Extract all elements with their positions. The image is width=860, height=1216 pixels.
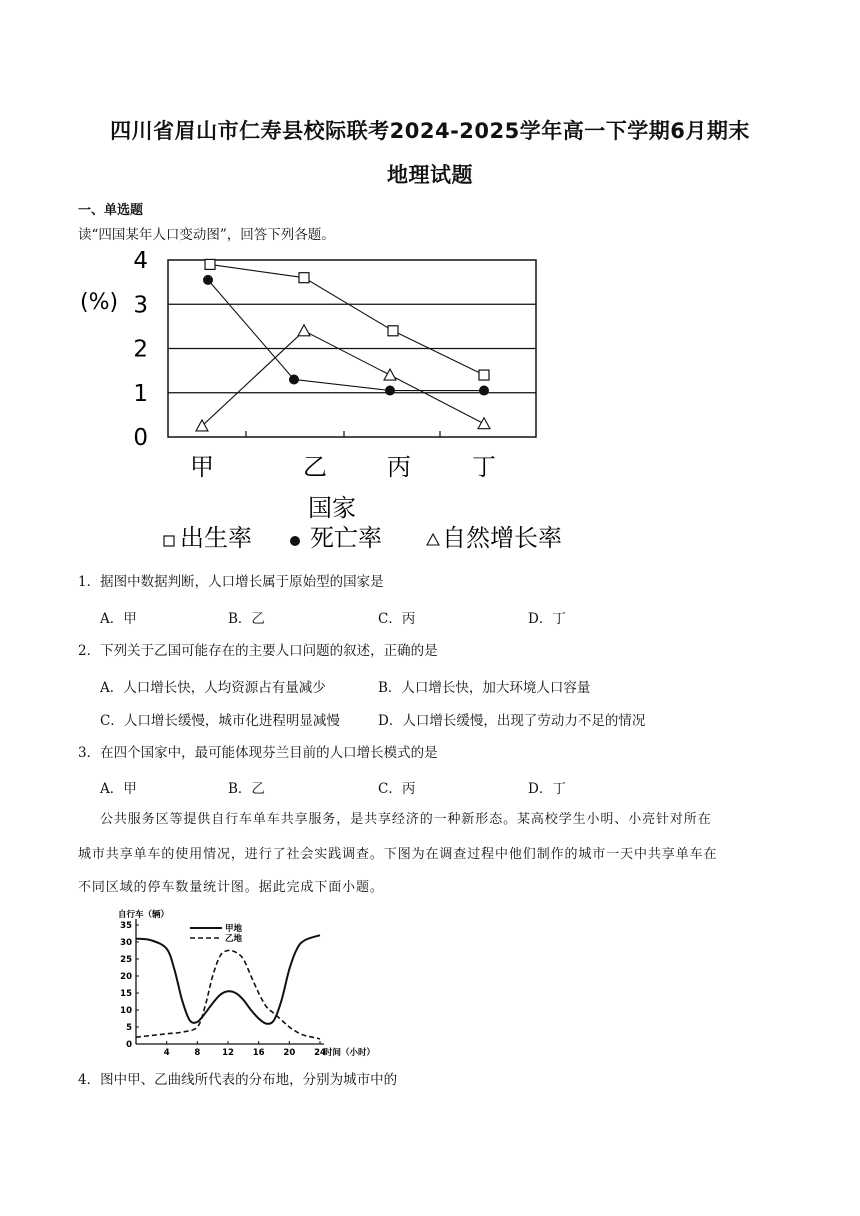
series-line-出生率 <box>210 264 484 375</box>
legend-square-marker <box>164 536 174 546</box>
birth-rate-point <box>388 326 398 336</box>
question-3-option-d[interactable]: D．丁 <box>528 781 566 797</box>
legend-jia: 甲地 <box>225 924 243 934</box>
passage-line-3: 不同区域的停车数量统计图。据此完成下面小题。 <box>78 880 384 895</box>
passage-line-2: 城市共享单车的使用情况，进行了社会实践调查。下图为在调查过程中他们制作的城市一天中共享单车在 <box>78 847 718 862</box>
x-tick-label: 丙 <box>387 453 411 481</box>
series-line-自然增长率 <box>202 331 484 426</box>
question-1-option-d[interactable]: D．丁 <box>528 611 566 627</box>
x-tick-label: 12 <box>222 1048 234 1058</box>
question-1-option-a[interactable]: A．甲 <box>100 611 137 627</box>
y-tick-label: 15 <box>120 989 132 999</box>
y-tick-label: 1 <box>133 380 148 407</box>
question-1-stem: 1．据图中数据判断，人口增长属于原始型的国家是 <box>78 574 384 590</box>
question-2-option-c[interactable]: C．人口增长缓慢，城市化进程明显减慢 <box>100 713 340 729</box>
y-tick-label: 10 <box>120 1006 132 1016</box>
death-rate-point <box>479 386 489 396</box>
y-axis-label: 自行车（辆） <box>118 910 170 920</box>
section-heading: 一、单选题 <box>78 203 144 218</box>
question-2-option-a[interactable]: A．人口增长快，人均资源占有量减少 <box>100 680 326 696</box>
death-rate-point <box>385 386 395 396</box>
y-tick-label: 35 <box>120 921 132 931</box>
legend-death-rate: 死亡率 <box>310 524 382 552</box>
natural-growth-point <box>298 325 310 336</box>
x-tick-label: 丁 <box>472 453 496 481</box>
death-rate-point <box>203 275 213 285</box>
series-line-死亡率 <box>208 280 484 391</box>
population-chart-frame <box>168 260 536 437</box>
population-chart <box>70 248 590 566</box>
series-curve-甲地 <box>136 935 320 1024</box>
legend-birth-rate: 出生率 <box>180 524 252 552</box>
question-2-option-d[interactable]: D．人口增长缓慢，出现了劳动力不足的情况 <box>378 713 646 729</box>
question-2-option-b[interactable]: B．人口增长快，加大环境人口容量 <box>378 680 591 696</box>
intro-text: 读“四国某年人口变动图”，回答下列各题。 <box>78 227 335 243</box>
y-tick-label: 3 <box>133 292 148 319</box>
x-tick-label: 乙 <box>303 453 327 481</box>
birth-rate-point <box>205 259 215 269</box>
y-tick-label: 0 <box>133 425 148 451</box>
bike-chart-legend <box>190 923 243 944</box>
x-tick-label: 4 <box>163 1048 170 1058</box>
legend-natural-growth: 自然增长率 <box>442 524 562 552</box>
series-curve-乙地 <box>136 950 320 1039</box>
natural-growth-point <box>384 369 396 380</box>
x-tick-label: 24 <box>314 1048 326 1058</box>
x-axis-label: 国家 <box>308 494 356 522</box>
y-tick-label: 20 <box>120 972 132 982</box>
x-tick-label: 16 <box>252 1048 265 1058</box>
population-chart-legend <box>164 524 562 552</box>
question-4-stem: 4．图中甲、乙曲线所代表的分布地，分别为城市中的 <box>78 1072 398 1088</box>
y-tick-label: 5 <box>126 1023 132 1033</box>
y-tick-label: 30 <box>120 938 132 948</box>
x-tick-label: 甲 <box>190 453 214 481</box>
question-3-option-a[interactable]: A．甲 <box>100 781 137 797</box>
birth-rate-point <box>479 370 489 380</box>
question-3-option-b[interactable]: B．乙 <box>228 781 265 797</box>
legend-triangle-marker <box>427 534 439 545</box>
paper-subtitle: 地理试题 <box>387 163 473 187</box>
y-tick-label: 0 <box>126 1040 132 1050</box>
question-1-option-b[interactable]: B．乙 <box>228 611 265 627</box>
legend-yi: 乙地 <box>225 934 243 944</box>
death-rate-point <box>289 374 299 384</box>
bike-parking-chart <box>100 905 376 1065</box>
y-tick-label: 25 <box>120 955 132 965</box>
legend-dot-marker <box>290 536 300 546</box>
question-2-stem: 2．下列关于乙国可能存在的主要人口问题的叙述，正确的是 <box>78 643 438 659</box>
question-3-option-c[interactable]: C．丙 <box>378 781 416 797</box>
question-3-stem: 3．在四个国家中，最可能体现芬兰目前的人口增长模式的是 <box>78 745 438 761</box>
paper-title: 四川省眉山市仁寿县校际联考2024-2025学年高一下学期6月期末 <box>110 119 750 143</box>
natural-growth-point <box>478 418 490 429</box>
x-tick-label: 20 <box>283 1048 296 1058</box>
x-axis-label: 时间（小时） <box>324 1048 376 1058</box>
passage-line-1: 公共服务区等提供自行车单车共享服务，是共享经济的一种新形态。某高校学生小明、小亮针对所在 <box>100 812 712 827</box>
y-tick-label: 4 <box>133 248 148 274</box>
birth-rate-point <box>299 273 309 283</box>
question-1-option-c[interactable]: C．丙 <box>378 611 416 627</box>
y-axis-label: (%) <box>80 290 119 315</box>
x-tick-label: 8 <box>194 1048 201 1058</box>
y-tick-label: 2 <box>133 336 148 363</box>
